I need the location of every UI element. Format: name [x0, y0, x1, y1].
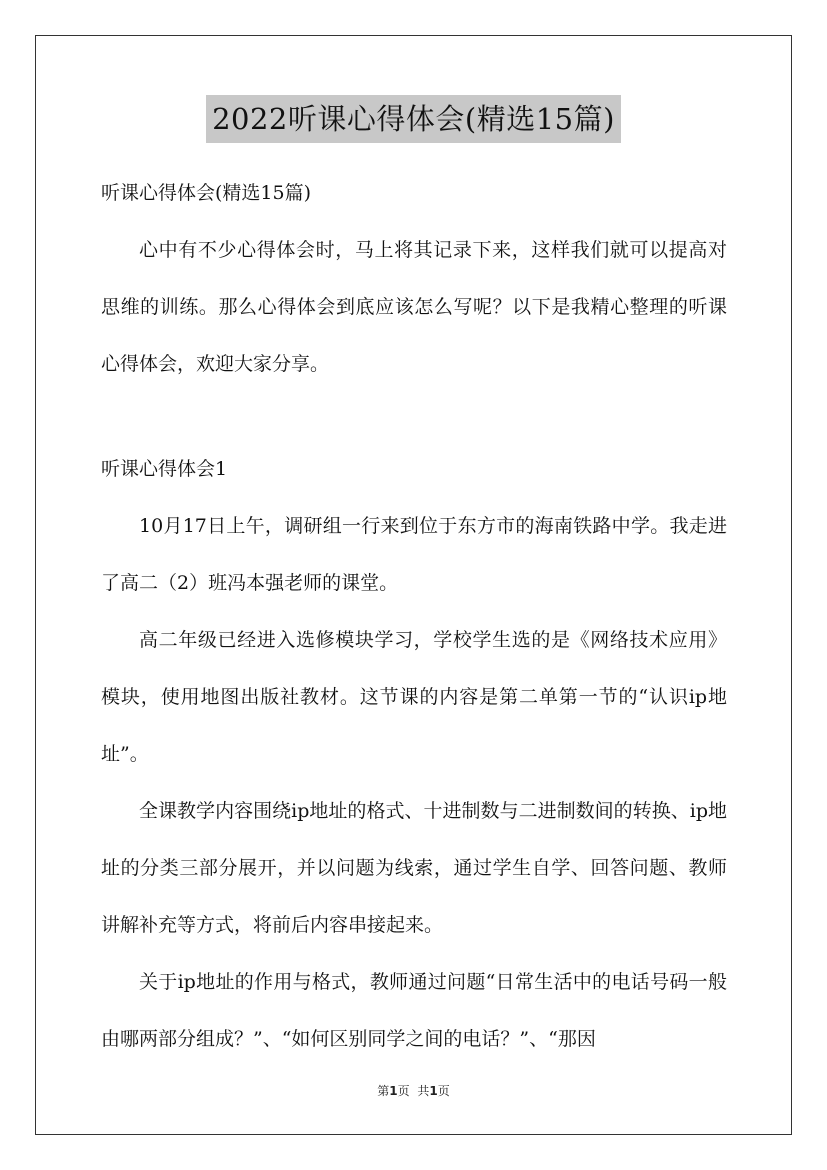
- body-paragraph: 全课教学内容围绕ip地址的格式、十进制数与二进制数间的转换、ip地址的分类三部分展开，并以问题为线索，通过学生自学、回答问题、教师讲解补充等方式，将前后内容串接起来。: [101, 800, 727, 936]
- subtitle: 听课心得体会(精选15篇): [101, 182, 312, 204]
- intro-paragraph: 心中有不少心得体会时，马上将其记录下来，这样我们就可以提高对思维的训练。那么心得体会到底应该怎么写呢？以下是我精心整理的听课心得体会，欢迎大家分享。: [101, 239, 727, 375]
- title-container: [0, 95, 827, 143]
- section-heading: 听课心得体会1: [101, 458, 228, 480]
- page-footer: [0, 1082, 827, 1099]
- page-number: 1: [389, 1084, 398, 1098]
- page-label-suffix: 页: [397, 1084, 410, 1098]
- document-title: 2022听课心得体会(精选15篇): [206, 95, 621, 143]
- body-paragraph: 关于ip地址的作用与格式，教师通过问题“日常生活中的电话号码一般由哪两部分组成？”、“如何区别同学之间的电话？”、“那因: [101, 971, 727, 1050]
- body-paragraph: 10月17日上午，调研组一行来到位于东方市的海南铁路中学。我走进了高二（2）班冯本强老师的课堂。: [101, 515, 727, 594]
- document-body: [101, 165, 727, 1068]
- total-label-prefix: 共: [417, 1084, 430, 1098]
- total-label-suffix: 页: [437, 1084, 450, 1098]
- spacer: [101, 393, 727, 441]
- total-pages: 1: [429, 1084, 438, 1098]
- page-label-prefix: 第: [377, 1084, 390, 1098]
- body-paragraph: 高二年级已经进入选修模块学习，学校学生选的是《网络技术应用》模块，使用地图出版社教材。这节课的内容是第二单第一节的“认识ip地址”。: [101, 629, 727, 765]
